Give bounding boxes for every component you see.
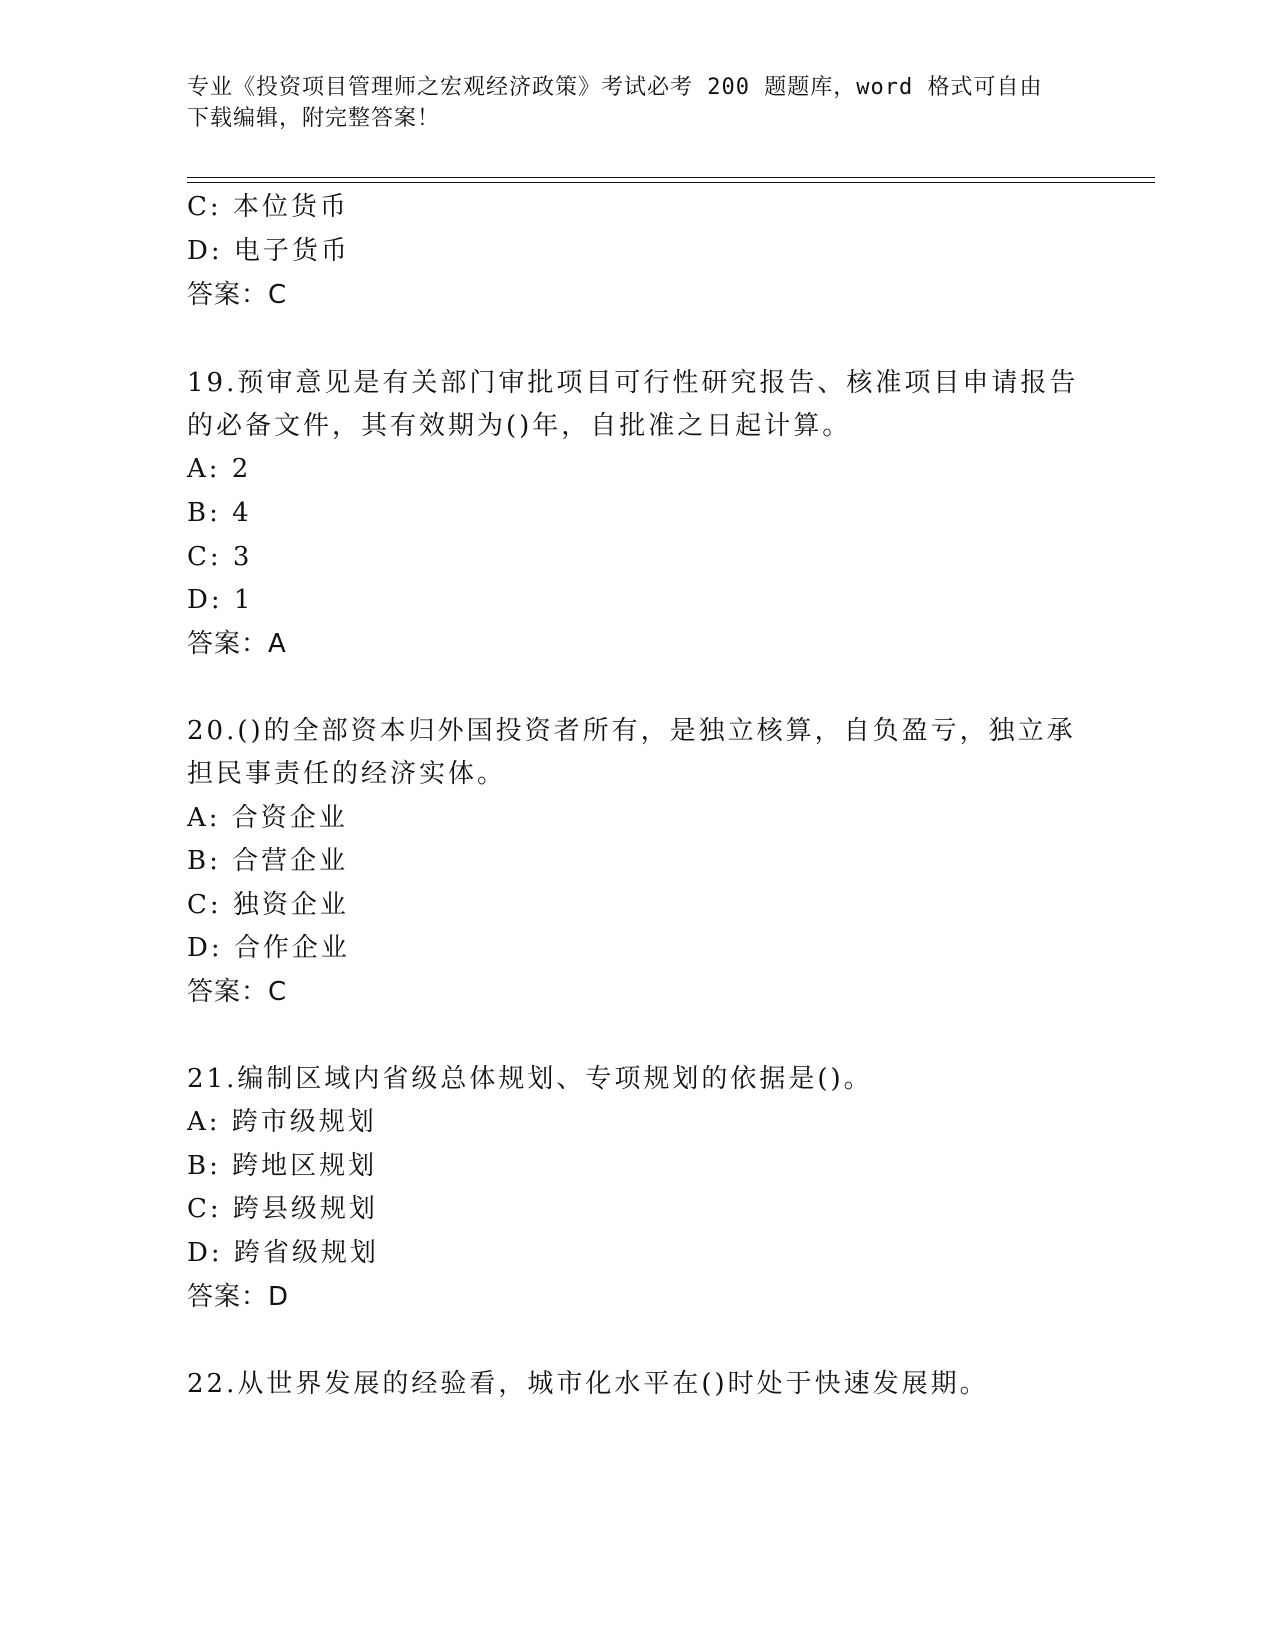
q21-answer: 答案：D xyxy=(187,1282,290,1312)
q20-answer: 答案：C xyxy=(187,977,288,1007)
q19-stem-line-2: 的必备文件，其有效期为()年，自批准之日起计算。 xyxy=(187,411,852,441)
q21-option-b: B: 跨地区规划 xyxy=(187,1151,378,1181)
header-rule-top xyxy=(187,177,1155,178)
q19-option-c: C: 3 xyxy=(187,542,253,572)
q18-option-d: D: 电子货币 xyxy=(187,236,350,266)
q19-stem-line-1: 19.预审意见是有关部门审批项目可行性研究报告、核准项目申请报告 xyxy=(187,368,1079,398)
q19-option-a: A: 2 xyxy=(187,454,252,484)
q21-stem-line-1: 21.编制区域内省级总体规划、专项规划的依据是()。 xyxy=(187,1064,873,1094)
q18-answer: 答案：C xyxy=(187,280,288,310)
q20-option-b: B: 合营企业 xyxy=(187,846,349,876)
q20-stem-line-2: 担民事责任的经济实体。 xyxy=(187,759,507,789)
q20-option-a: A: 合资企业 xyxy=(187,803,348,833)
document-header xyxy=(187,72,1067,134)
q20-stem-line-1: 20.()的全部资本归外国投资者所有，是独立核算，自负盈亏，独立承 xyxy=(187,716,1076,746)
q19-option-b: B: 4 xyxy=(187,498,252,528)
q19-answer: 答案：A xyxy=(187,629,287,659)
q21-option-a: A: 跨市级规划 xyxy=(187,1107,377,1137)
q20-option-c: C: 独资企业 xyxy=(187,890,349,920)
q18-option-c: C: 本位货币 xyxy=(187,192,349,222)
header-line-1: 专业《投资项目管理师之宏观经济政策》考试必考 200 题题库，word 格式可自由 xyxy=(187,75,1043,100)
q19-option-d: D: 1 xyxy=(187,585,254,615)
q22-stem-line-1: 22.从世界发展的经验看，城市化水平在()时处于快速发展期。 xyxy=(187,1369,989,1399)
q21-option-d: D: 跨省级规划 xyxy=(187,1238,379,1268)
header-rule-bottom xyxy=(187,182,1155,183)
q21-option-c: C: 跨县级规划 xyxy=(187,1194,378,1224)
q20-option-d: D: 合作企业 xyxy=(187,933,350,963)
header-line-2: 下载编辑，附完整答案！ xyxy=(187,106,441,131)
